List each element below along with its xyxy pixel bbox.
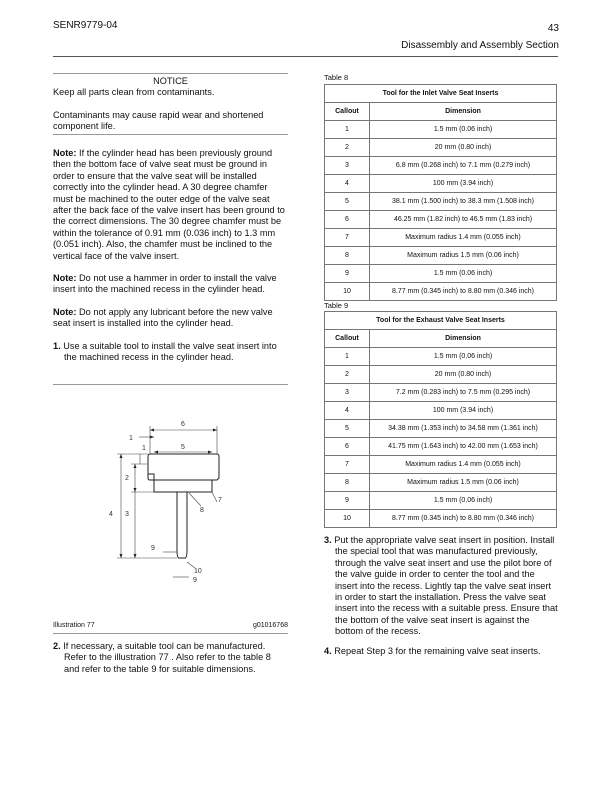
table-row (325, 193, 557, 211)
table-row (325, 402, 557, 420)
dimension-cell: 38.1 mm (1.500 inch) to 38.3 mm (1.508 inch) (370, 193, 557, 211)
table-row (325, 456, 557, 474)
step-number: 3. (324, 535, 332, 545)
step-1 (53, 341, 288, 364)
callout-cell: 4 (325, 175, 370, 193)
dimension-cell: 34.38 mm (1.353 inch) to 34.58 mm (1.361 inch) (370, 420, 557, 438)
callout-5: 5 (181, 444, 185, 451)
table-row (325, 175, 557, 193)
callout-1: 1 (129, 435, 133, 442)
callout-9: 9 (193, 577, 197, 584)
page-header-right (401, 20, 559, 54)
table-8-title: Tool for the Inlet Valve Seat Inserts (325, 85, 557, 103)
section-title: Disassembly and Assembly Section (401, 40, 559, 51)
table-row (325, 420, 557, 438)
note-text: If the cylinder head has been previously ground then the bottom face of valve seat must be ground in order to ensure that the valve seat will be installed correctly into the cylinder head. A 30 degree chamfer must be machined to the outer edge of the valve seat after the back face of the valve insert has been ground to the correct dimensions. The 30 degree chamfer must be within the tolerance of 0.91 mm (0.036 inch) to 1.3 mm (0.051 inch). Also, the chamfer must be inclined to the vertical face of the valve insert. (53, 148, 285, 261)
callout-cell: 5 (325, 193, 370, 211)
callout-cell: 3 (325, 157, 370, 175)
dimension-cell: Maximum radius 1.4 mm (0.055 inch) (370, 229, 557, 247)
header-rule (53, 56, 558, 57)
callout-cell: 1 (325, 121, 370, 139)
note-label: Note: (53, 306, 77, 317)
note-label: Note: (53, 148, 77, 158)
callout-8: 8 (200, 507, 204, 514)
dimension-cell: 20 mm (0.80 inch) (370, 139, 557, 157)
table-9-caption: Table 9 (324, 301, 349, 310)
callout-cell: 9 (325, 492, 370, 510)
tool-drawing (53, 392, 288, 618)
callout-cell: 4 (325, 402, 370, 420)
note-3 (53, 307, 288, 330)
page-number: 43 (547, 23, 559, 34)
dimension-cell: 6.8 mm (0.268 inch) to 7.1 mm (0.279 inch) (370, 157, 557, 175)
dimension-cell: 20 mm (0.80 inch) (370, 366, 557, 384)
illustration-caption (53, 622, 288, 629)
table-row (325, 384, 557, 402)
table-9 (324, 311, 557, 528)
callout-cell: 8 (325, 474, 370, 492)
callout-2: 2 (125, 475, 129, 482)
callout-3: 3 (125, 511, 129, 518)
dimension-cell: 8.77 mm (0.345 inch) to 8.80 mm (0.346 inch) (370, 283, 557, 301)
table-8-body (325, 121, 557, 301)
table-row (325, 211, 557, 229)
note-text: Do not apply any lubricant before the new valve seat insert is installed into the cylinder head. (53, 306, 273, 329)
step-text: Repeat Step 3 for the remaining valve seat inserts. (331, 645, 541, 656)
note-text: Do not use a hammer in order to install the valve insert into the machined recess in the cylinder head. (53, 273, 277, 295)
table-8 (324, 84, 557, 301)
table-9-title: Tool for the Exhaust Valve Seat Inserts (325, 312, 557, 330)
step-text: Use a suitable tool to install the valve seat insert into the machined recess in the cylinder head. (60, 340, 277, 363)
callout-cell: 1 (325, 348, 370, 366)
col-dimension: Dimension (370, 103, 557, 121)
table-row (325, 474, 557, 492)
callout-cell: 7 (325, 229, 370, 247)
callout-cell: 7 (325, 456, 370, 474)
dimension-cell: 41.75 mm (1.643 inch) to 42.00 mm (1.653 inch) (370, 438, 557, 456)
table-8-caption: Table 8 (324, 73, 349, 82)
step-2 (53, 641, 288, 675)
table-row (325, 438, 557, 456)
callout-cell: 6 (325, 438, 370, 456)
illustration-ref: g01016768 (252, 622, 288, 629)
notes-block (53, 148, 288, 364)
table-row (325, 348, 557, 366)
dimension-cell: 100 mm (3.94 inch) (370, 402, 557, 420)
table-row (325, 492, 557, 510)
table-9-body (325, 348, 557, 528)
dimension-cell: 1.5 mm (0.06 inch) (370, 492, 557, 510)
callout-4: 4 (109, 511, 113, 518)
step-4 (324, 646, 558, 657)
callout-7: 7 (218, 497, 222, 504)
callout-1-small: 1 (142, 445, 146, 452)
table-row (325, 139, 557, 157)
dimension-cell: 1.5 mm (0.06 inch) (370, 265, 557, 283)
step-text: If necessary, a suitable tool can be manufactured. Refer to the illustration 77 . Also refer to the table 8 and refer to the table 9 for suitable dimensions. (60, 641, 271, 674)
illustration-top-rule (53, 384, 288, 385)
col-dimension: Dimension (370, 330, 557, 348)
callout-cell: 8 (325, 247, 370, 265)
step-number: 2. (53, 641, 61, 651)
notice-top-rule (53, 73, 288, 74)
step-text: Put the appropriate valve seat insert in position. Install the special tool that was manufactured previously, through the valve seat insert and use the pilot bore of the valve guide in order to center the tool and the insert into the recess. Lightly tap the valve seat insert in order to start the installation. Press the valve seat insert into the recess with a suitable press. Ensure that the bottom of the valve seat insert is against the bottom of the recess. (331, 535, 558, 637)
illustration-bottom-rule (53, 633, 288, 634)
callout-cell: 10 (325, 510, 370, 528)
col-callout: Callout (325, 103, 370, 121)
document-id: SENR9779-04 (53, 20, 118, 31)
steps-3-4 (324, 535, 558, 657)
dimension-cell: 46.25 mm (1.82 inch) to 46.5 mm (1.83 inch) (370, 211, 557, 229)
dimension-cell: Maximum radius 1.5 mm (0.06 inch) (370, 247, 557, 265)
callout-cell: 2 (325, 139, 370, 157)
dimension-cell: 7.2 mm (0.283 inch) to 7.5 mm (0.295 inch) (370, 384, 557, 402)
col-callout: Callout (325, 330, 370, 348)
note-2 (53, 273, 288, 296)
table-row (325, 265, 557, 283)
note-1 (53, 148, 288, 262)
table-row (325, 283, 557, 301)
step-2-block (53, 641, 288, 675)
callout-cell: 10 (325, 283, 370, 301)
step-number: 1. (53, 340, 61, 351)
notice-box (53, 76, 288, 133)
callout-cell: 5 (325, 420, 370, 438)
illustration-label: Illustration 77 (53, 622, 95, 629)
callout-cell: 6 (325, 211, 370, 229)
note-label: Note: (53, 273, 77, 284)
table-row (325, 229, 557, 247)
callout-cell: 9 (325, 265, 370, 283)
notice-title: NOTICE (153, 76, 188, 86)
dimension-cell: 100 mm (3.94 inch) (370, 175, 557, 193)
dimension-cell: 1.5 mm (0.06 inch) (370, 121, 557, 139)
callout-10: 10 (194, 568, 202, 575)
table-row (325, 366, 557, 384)
notice-line-2: Contaminants may cause rapid wear and shortened component life. (53, 109, 264, 132)
step-3 (324, 535, 558, 638)
notice-bottom-rule (53, 134, 288, 135)
callout-9-upper: 9 (151, 545, 155, 552)
table-row (325, 121, 557, 139)
callout-6: 6 (181, 421, 185, 428)
table-row (325, 247, 557, 265)
callout-cell: 3 (325, 384, 370, 402)
notice-line-1: Keep all parts clean from contaminants. (53, 87, 215, 98)
dimension-cell: Maximum radius 1.5 mm (0.06 inch) (370, 474, 557, 492)
dimension-cell: 8.77 mm (0.345 inch) to 8.80 mm (0.346 inch) (370, 510, 557, 528)
dimension-cell: 1.5 mm (0.06 inch) (370, 348, 557, 366)
table-row (325, 510, 557, 528)
table-row (325, 157, 557, 175)
callout-cell: 2 (325, 366, 370, 384)
step-number: 4. (324, 645, 332, 656)
dimension-cell: Maximum radius 1.4 mm (0.055 inch) (370, 456, 557, 474)
